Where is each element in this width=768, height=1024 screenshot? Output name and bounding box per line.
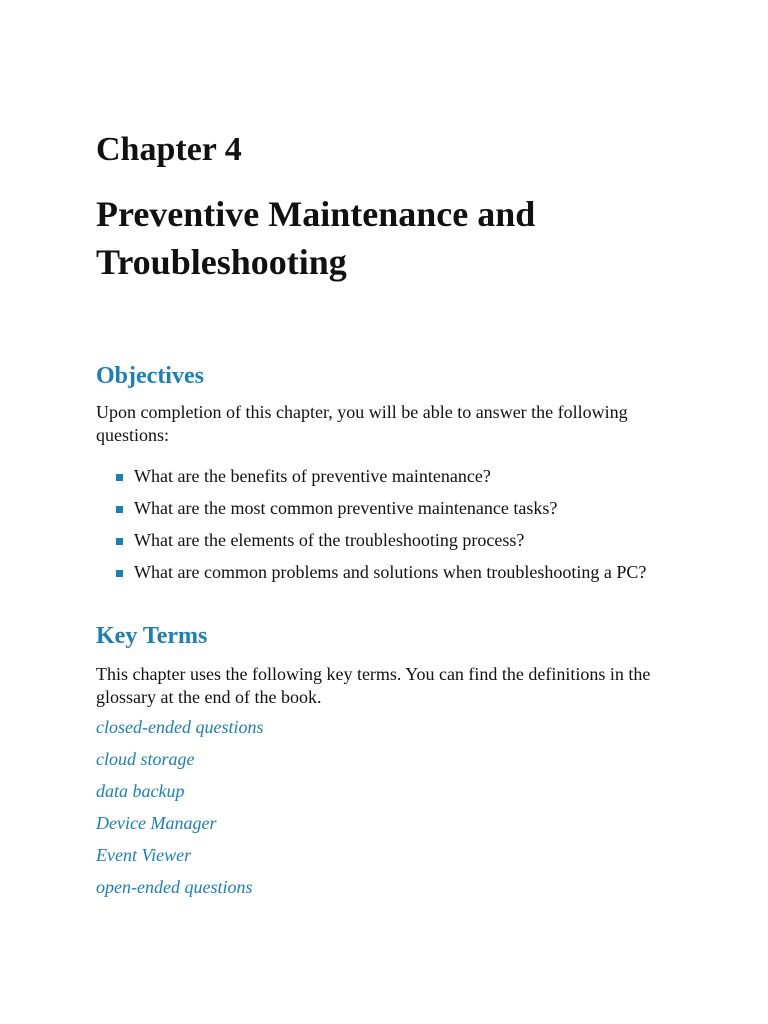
objective-text: What are the most common preventive maintenance tasks? <box>134 498 558 518</box>
key-term-link[interactable]: Event Viewer <box>96 845 192 865</box>
square-bullet-icon <box>116 538 123 545</box>
square-bullet-icon <box>116 570 123 577</box>
square-bullet-icon <box>116 506 123 513</box>
chapter-title: Preventive Maintenance and Troubleshooting <box>96 194 536 282</box>
key-terms-list <box>96 716 263 908</box>
objective-text: What are the elements of the troubleshooting process? <box>134 530 525 550</box>
objective-item <box>96 561 696 593</box>
objectives-list <box>96 465 696 593</box>
chapter-number: Chapter 4 <box>96 131 242 168</box>
objectives-heading: Objectives <box>96 363 204 389</box>
square-bullet-icon <box>116 474 123 481</box>
objective-text: What are common problems and solutions when troubleshooting a PC? <box>134 562 647 582</box>
objective-item <box>96 529 696 561</box>
objective-item <box>96 497 696 529</box>
key-term-link[interactable]: closed-ended questions <box>96 717 264 737</box>
key-term-link[interactable]: Device Manager <box>96 813 217 833</box>
key-term-link[interactable]: data backup <box>96 781 185 801</box>
key-term-link[interactable]: open-ended questions <box>96 877 253 897</box>
key-term-link[interactable]: cloud storage <box>96 749 195 769</box>
objective-text: What are the benefits of preventive maintenance? <box>134 466 491 486</box>
objectives-intro: Upon completion of this chapter, you will be able to answer the following questions: <box>96 402 628 445</box>
objective-item <box>96 465 696 497</box>
key-terms-intro: This chapter uses the following key terms. You can find the definitions in the glossary at the end of the book. <box>96 664 651 707</box>
key-terms-heading: Key Terms <box>96 623 208 649</box>
